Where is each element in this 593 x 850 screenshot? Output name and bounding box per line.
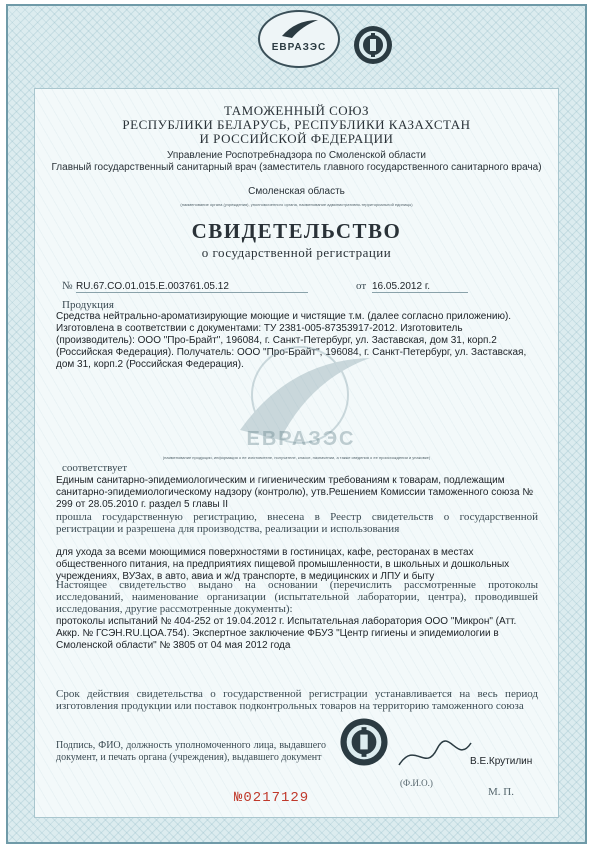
document-title: СВИДЕТЕЛЬСТВО	[191, 219, 402, 243]
registration-statement: прошла государственную регистрацию, внесена в Реестр свидетельств о государственной регистрации и разрешена для производства, реализации и использования	[56, 511, 538, 535]
serial-number: №0217129	[234, 790, 310, 806]
stamp-label: М. П.	[488, 786, 514, 798]
union-line-3: И РОССИЙСКОЙ ФЕДЕРАЦИИ	[199, 131, 394, 146]
conformity-mark-bottom-icon	[338, 716, 390, 768]
watermark-text: ЕВРАЗЭС	[246, 428, 356, 450]
conformity-mark-icon	[352, 24, 394, 66]
fio-caption: (Ф.И.О.)	[400, 778, 433, 788]
reg-date-prefix: от	[356, 280, 367, 292]
union-line-1: ТАМОЖЕННЫЙ СОЮЗ	[223, 103, 370, 118]
signature-scribble-icon	[395, 735, 475, 775]
basis-statement: Настоящее свидетельство выдано на основании (перечислить рассмотренные протоколы исследований, наименование организации (испытательной лаборатории, центра), проводившей исследования, другие рассмотренные документы):	[56, 579, 538, 615]
product-label: Продукция	[62, 299, 114, 311]
product-description: Средства нейтрально-ароматизирующие моющие и чистящие т.м. (далее согласно приложению). Изготовлена в соответствии с документами: ТУ 2381-005-87353917-2012. Изготовитель (производитель): ООО "Про-Брайт", 196084, г. Санкт-Петербург, ул. Заставская, дом 31, корп.2 (Российская Федерация). Получатель: ООО "Про-Брайт", 196084, г. Санкт-Петербург, ул. Заставская, дом 31, корп.2 (Российская Федерация).	[56, 311, 527, 370]
swoosh-icon	[278, 18, 322, 40]
signature-caption: Подпись, ФИО, должность уполномоченного лица, выдавшего документ, и печать органа (учреждения), выдавшего документ	[56, 740, 326, 763]
conformity-caption: (наименование продукции, информация о ее изготовителе, получателе, классе, назначении, а также сведения о ее происхождении и упаковке)	[162, 455, 431, 460]
signatory-name: В.Е.Крутилин	[470, 756, 533, 767]
authority-line-1: Управление Роспотребнадзора по Смоленской области	[166, 150, 427, 161]
logo-text: ЕВРАЗЭС	[271, 42, 327, 53]
validity-statement: Срок действия свидетельства о государственной регистрации устанавливается на весь период изготовления продукции или поставок подконтрольных товаров на территорию таможенного союза	[56, 688, 538, 712]
evrazes-logo	[258, 10, 340, 68]
reg-number-prefix: №	[62, 280, 73, 292]
document-subtitle: о государственной регистрации	[201, 245, 392, 260]
authority-line-3: Смоленская область	[248, 186, 345, 197]
conformity-label: соответствует	[62, 462, 128, 474]
authority-caption: (наименование органа (учреждения), уполномоченного органа, наименование административно-территориальной единицы)	[180, 202, 413, 207]
usage-text: для ухода за всеми моющимися поверхностями в гостиницах, кафе, ресторанах в местах общественного питания, на предприятиях пищевой промышленности, в школьных и дошкольных учреждениях, ВУЗах, в авто, авиа и ж/д транспорте, в медицинских и ЛПУ и быту	[56, 547, 510, 582]
basis-protocols: протоколы испытаний № 404-252 от 19.04.2012 г. Испытательная лаборатория ООО "Микрон" (Атт. Аккр. № ГСЭН.RU.ЦОА.754). Экспертное заключение ФБУЗ "Центр гигиены и эпидемиологии в Смоленской области" № 3805 от 04 мая 2012 года	[56, 616, 517, 651]
authority-line-2: Главный государственный санитарный врач (заместитель главного государственного санитарного врача)	[51, 162, 542, 173]
reg-date: 16.05.2012 г.	[372, 281, 468, 293]
reg-number: RU.67.CO.01.015.E.003761.05.12	[76, 281, 308, 293]
conformity-text: Единым санитарно-эпидемиологическим и гигиеническим требованиям к товарам, подлежащим санитарно-эпидемиологическому надзору (контролю), утв.Решением Комиссии таможенного союза № 299 от 28.05.2010 г. раздел 5 главы II	[56, 475, 534, 510]
union-line-2: РЕСПУБЛИКИ БЕЛАРУСЬ, РЕСПУБЛИКИ КАЗАХСТАН	[122, 117, 471, 132]
